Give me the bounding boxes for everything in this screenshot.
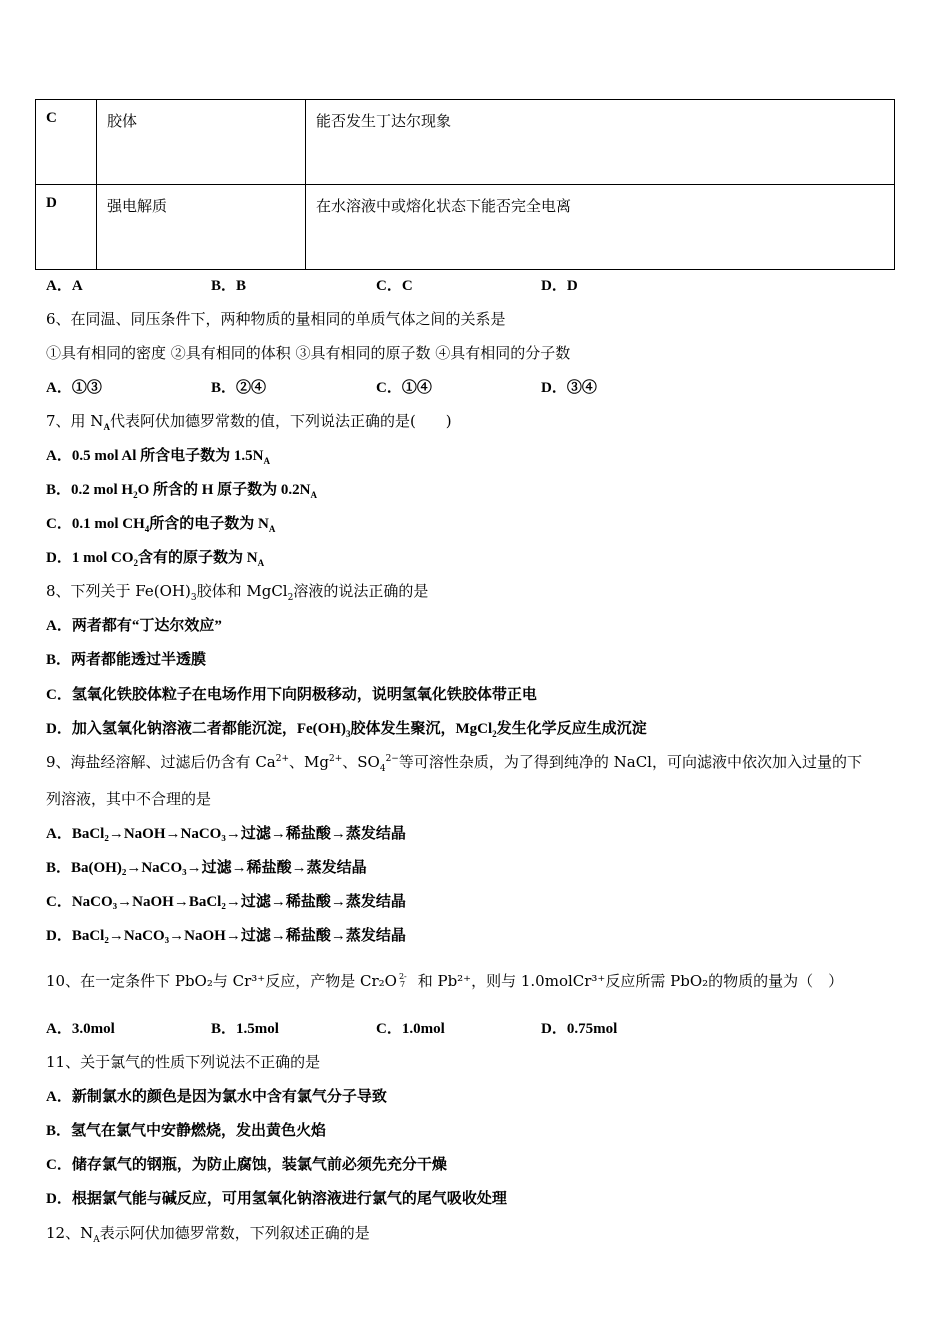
q10-options <box>46 1017 706 1038</box>
q11-stem: 11、关于氯气的性质下列说法不正确的是 <box>46 1053 321 1071</box>
option-d[interactable]: D．D <box>541 278 578 294</box>
q11-option-c[interactable]: C．储存氯气的钢瓶，为防止腐蚀，装氯气前必须先充分干燥 <box>46 1157 447 1173</box>
q11-option-b[interactable]: B．氢气在氯气中安静燃烧，发出黄色火焰 <box>46 1123 327 1139</box>
table-row <box>36 185 895 270</box>
option-a[interactable]: A．①③ <box>46 380 102 396</box>
option-c[interactable]: C．C <box>376 278 413 294</box>
row-criterion: 能否发生丁达尔现象 <box>306 100 895 185</box>
table-options <box>46 274 706 295</box>
row-label: D <box>36 185 97 270</box>
q11-option-a[interactable]: A．新制氯水的颜色是因为氯水中含有氯气分子导致 <box>46 1089 387 1105</box>
q9-option-c[interactable]: C．NaCO₃→NaOH→BaCl₂→过滤→稀盐酸→蒸发结晶 <box>46 894 406 910</box>
option-c[interactable]: C．①④ <box>376 380 432 396</box>
option-d[interactable]: D．0.75mol <box>541 1021 618 1037</box>
option-a[interactable]: A．3.0mol <box>46 1021 115 1037</box>
q11-option-d[interactable]: D．根据氯气能与碱反应，可用氢氧化钠溶液进行氯气的尾气吸收处理 <box>46 1191 507 1207</box>
q9-option-d[interactable]: D．BaCl₂→NaCO₃→NaOH→过滤→稀盐酸→蒸发结晶 <box>46 928 406 944</box>
q6-statements: ①具有相同的密度 ②具有相同的体积 ③具有相同的原子数 ④具有相同的分子数 <box>46 344 571 362</box>
option-a[interactable]: A．A <box>46 278 83 294</box>
option-b[interactable]: B．1.5mol <box>211 1021 279 1037</box>
q7-option-d[interactable]: D．1 mol $CO_2$含有的原子数为 $N_A$ <box>46 550 265 568</box>
q7-option-c[interactable]: C．0.1 mol $CH_4$所含的电子数为 $N_A$ <box>46 516 276 534</box>
q6-options <box>46 376 706 397</box>
q6-stem: 6、在同温、同压条件下，两种物质的量相同的单质气体之间的关系是 <box>46 310 506 328</box>
row-criterion: 在水溶液中或熔化状态下能否完全电离 <box>306 185 895 270</box>
q9-option-b[interactable]: B．Ba(OH)₂→NaCO₃→过滤→稀盐酸→蒸发结晶 <box>46 860 367 876</box>
q9-option-a[interactable]: A．BaCl₂→NaOH→NaCO₃→过滤→稀盐酸→蒸发结晶 <box>46 826 406 842</box>
row-category: 强电解质 <box>97 185 306 270</box>
classification-table <box>35 99 895 270</box>
q7-option-b[interactable]: B．0.2 mol $H_2O$ 所含的 H 原子数为 $0.2N_A$ <box>46 482 318 500</box>
option-c[interactable]: C．1.0mol <box>376 1021 445 1037</box>
row-label: C <box>36 100 97 185</box>
option-b[interactable]: B．B <box>211 278 247 294</box>
table-row <box>36 100 895 185</box>
option-d[interactable]: D．③④ <box>541 380 597 396</box>
row-category: 胶体 <box>97 100 306 185</box>
q8-option-b[interactable]: B．两者都能透过半透膜 <box>46 652 207 668</box>
q9-stem: 9、海盐经溶解、过滤后仍含有 $Ca^{2+}$、$Mg^{2+}$、$SO_4^{2-}$等可溶性杂质，为了得到纯净的 NaCl，可向滤液中依次加入过量的下 <box>46 753 862 774</box>
option-b[interactable]: B．②④ <box>211 380 267 396</box>
q8-option-a[interactable]: A．两者都有“丁达尔效应” <box>46 618 222 634</box>
q8-stem: 8、下列关于 $Fe(OH)_3$胶体和 MgCl$_2$溶液的说法正确的是 <box>46 582 429 603</box>
q8-option-d[interactable]: D．加入氢氧化钠溶液二者都能沉淀，$Fe(OH)_3$胶体发生聚沉，MgCl$_2$发生化学反应生成沉淀 <box>46 721 647 739</box>
q7-option-a[interactable]: A．0.5 mol Al 所含电子数为 $1.5N_A$ <box>46 448 271 466</box>
q9-stem-cont: 列溶液，其中不合理的是 <box>46 790 212 808</box>
q8-option-c[interactable]: C．氢氧化铁胶体粒子在电场作用下向阴极移动，说明氢氧化铁胶体带正电 <box>46 687 537 703</box>
q12-stem: 12、$N_A$表示阿伏加德罗常数，下列叙述正确的是 <box>46 1224 370 1245</box>
q10-stem: 10、在一定条件下 PbO₂与 Cr³⁺反应，产物是 Cr₂O 2- 7 和 Pb²⁺，则与 1.0molCr³⁺反应所需 PbO₂的物质的量为（ ） <box>46 972 844 990</box>
q7-stem: 7、用 $N_A$代表阿伏加德罗常数的值，下列说法正确的是( ) <box>46 412 452 432</box>
